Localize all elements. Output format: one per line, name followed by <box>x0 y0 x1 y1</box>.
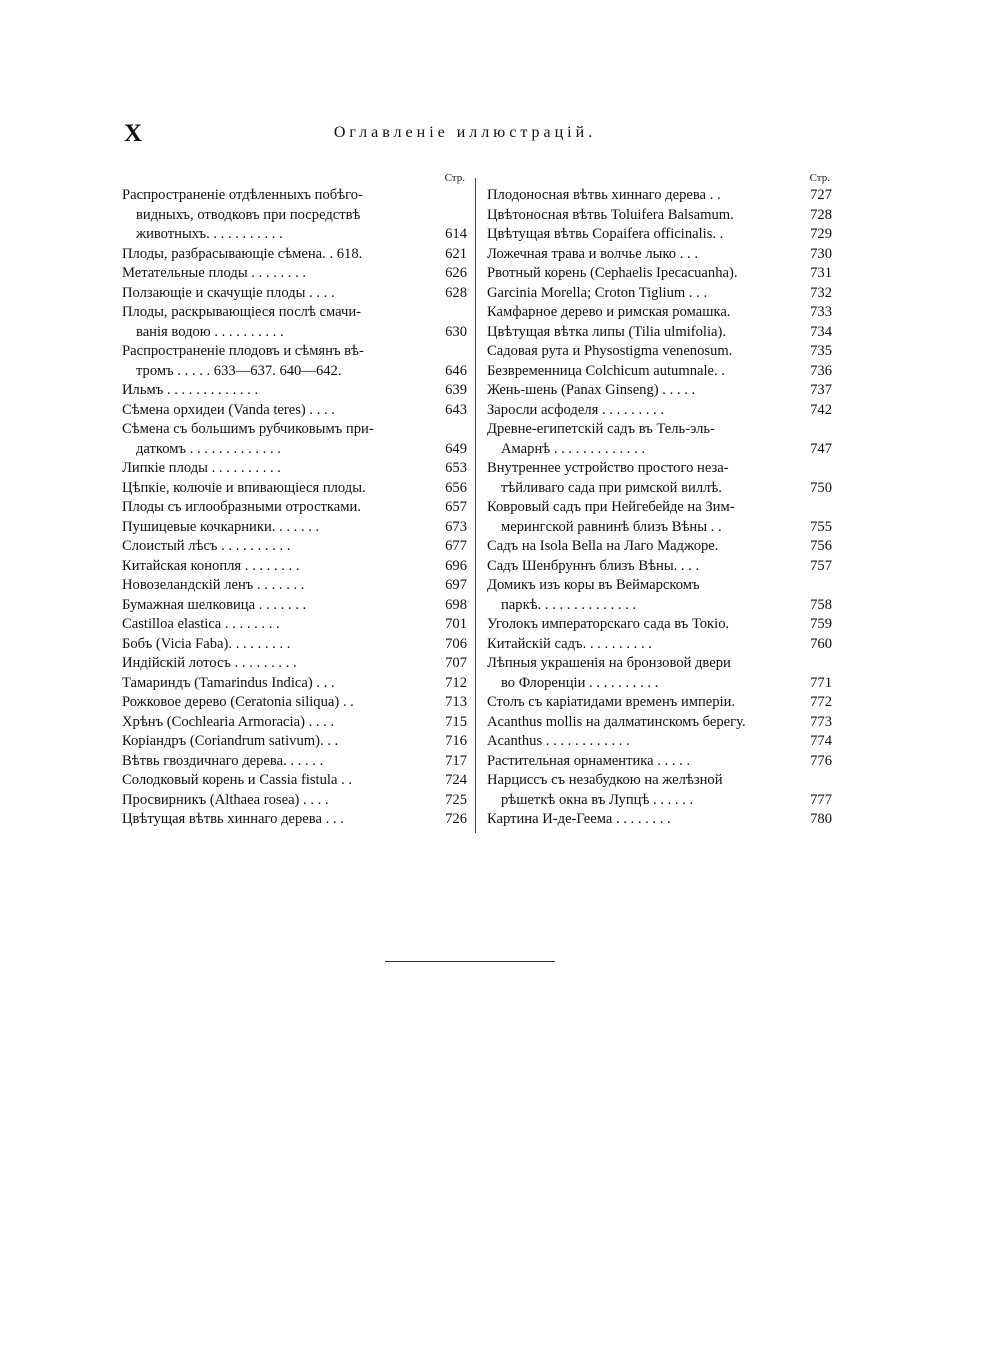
toc-entry-page: 735 <box>810 343 832 359</box>
toc-entry-label <box>122 498 423 518</box>
toc-entry-page: 742 <box>810 401 832 418</box>
toc-entry-label <box>487 498 788 537</box>
toc-entry-page: 756 <box>810 538 832 554</box>
toc-entry-line: Ковровый садъ при Нейгебейде на Зим- <box>487 499 735 515</box>
toc-entry-line: Castilloa elastica . . . . . . . . <box>122 616 280 632</box>
toc-entry-page: 747 <box>810 440 832 457</box>
toc-entry-label <box>122 791 423 811</box>
toc-entry-page: 777 <box>810 791 832 808</box>
toc-entry-page: 715 <box>445 713 467 730</box>
toc-entry-line: Ильмъ . . . . . . . . . . . . . <box>122 382 259 398</box>
toc-entry <box>122 518 467 538</box>
toc-entry-line: Лѣпныя украшенія на бронзовой двери <box>487 655 731 671</box>
toc-entry-line: Слоистый лѣсъ . . . . . . . . . . <box>122 538 291 554</box>
toc-entry-page: 646 <box>445 362 467 379</box>
toc-entry-page: 707 <box>445 655 467 671</box>
toc-list-left <box>122 186 467 830</box>
toc-entry-label <box>122 518 423 538</box>
toc-entry-line: Нарциссъ съ незабудкою на желѣзной <box>487 772 723 788</box>
toc-entry-label <box>487 771 788 810</box>
toc-entry-line: Acanthus mollis на далматинскомъ берегу. <box>487 713 746 730</box>
toc-entry <box>487 186 832 206</box>
toc-entry-label <box>487 284 788 304</box>
toc-entry-label <box>487 401 788 421</box>
toc-entry-page: 760 <box>810 635 832 652</box>
toc-entry <box>122 284 467 304</box>
toc-entry-page: 727 <box>810 187 832 203</box>
toc-entry-line: Цвѣтоносная вѣтвь Toluifera Balsamum. <box>487 206 734 223</box>
toc-entry-line: паркѣ. . . . . . . . . . . . . . <box>501 596 637 613</box>
toc-entry-line: Ползающіе и скачущіе плоды . . . . <box>122 284 335 301</box>
toc-entry <box>122 537 467 557</box>
toc-entry-page: 717 <box>445 752 467 769</box>
toc-entry <box>122 791 467 811</box>
toc-entry-line: мерингской равнинѣ близъ Вѣны . . <box>501 518 722 535</box>
toc-entry-label <box>122 713 423 733</box>
toc-entry-label <box>122 752 423 772</box>
toc-entry <box>122 264 467 284</box>
toc-entry <box>122 186 467 245</box>
toc-entry-label <box>487 420 788 459</box>
toc-entry-page: 731 <box>810 265 832 281</box>
toc-entry-line: Уголокъ императорскаго сада въ Токіо. <box>487 616 730 632</box>
toc-entry-line: во Флоренціи . . . . . . . . . . <box>501 674 659 691</box>
toc-entry-label <box>122 284 423 304</box>
toc-entry-page: 736 <box>810 362 832 379</box>
toc-entry-page: 712 <box>445 674 467 691</box>
toc-entry-page: 759 <box>810 616 832 632</box>
toc-entry-line: Пушицевые кочкарники. . . . . . . <box>122 518 320 535</box>
toc-entry-page: 734 <box>810 323 832 340</box>
toc-entry-line: Солодковый корень и Cassia fistula . . <box>122 772 353 788</box>
toc-entry-line: Плоды, разбрасывающіе сѣмена. . 618. <box>122 245 363 262</box>
toc-entry <box>122 615 467 635</box>
toc-entry-page: 733 <box>810 304 832 320</box>
toc-entry <box>487 323 832 343</box>
toc-entry-page: 758 <box>810 596 832 613</box>
toc-column-right <box>487 170 832 830</box>
toc-entry-line: Древне-египетскій садъ въ Тель-эль- <box>487 421 715 437</box>
toc-entry-line: Коріандръ (Coriandrum sativum). . . <box>122 733 339 749</box>
toc-entry <box>122 771 467 791</box>
toc-entry-label <box>122 401 423 421</box>
toc-entry-line: Жень-шень (Panax Ginseng) . . . . . <box>487 382 696 398</box>
toc-entry-line: тѣйливаго сада при римской виллѣ. <box>501 479 722 496</box>
toc-entry-line: Плоды съ иглообразными отростками. <box>122 499 361 515</box>
toc-entry <box>487 206 832 226</box>
column-header-right: Стр. <box>809 172 830 184</box>
toc-entry <box>487 401 832 421</box>
toc-entry <box>487 576 832 615</box>
toc-entry-page: 653 <box>445 460 467 476</box>
toc-entry-page: 774 <box>810 733 832 749</box>
toc-entry <box>487 381 832 401</box>
toc-entry-label <box>487 732 788 752</box>
toc-entry-label <box>122 810 423 830</box>
toc-entry-label <box>122 596 423 616</box>
toc-entry <box>487 810 832 830</box>
toc-entry <box>487 225 832 245</box>
toc-entry <box>487 362 832 382</box>
toc-entry-line: Распространеніе плодовъ и сѣмянъ вѣ- <box>122 343 364 359</box>
toc-entry-page: 780 <box>810 811 832 827</box>
page-number-roman: X <box>124 120 144 147</box>
toc-entry-line: Китайскій садъ. . . . . . . . . . <box>487 635 652 652</box>
toc-entry <box>122 693 467 713</box>
toc-entry-label <box>487 186 788 206</box>
toc-entry-page: 697 <box>445 577 467 593</box>
toc-entry-label <box>487 459 788 498</box>
toc-entry-line: Домикъ изъ коры въ Веймарскомъ <box>487 577 700 593</box>
toc-entry-line: Метательные плоды . . . . . . . . <box>122 265 307 281</box>
toc-entry-label <box>122 693 423 713</box>
toc-list-right <box>487 186 832 830</box>
toc-entry-line: Тамариндъ (Tamarindus Indica) . . . <box>122 674 335 691</box>
toc-entry-line: Распространеніе отдѣленныхъ побѣго- <box>122 187 363 203</box>
toc-entry-label <box>122 245 423 265</box>
toc-entry-line: Хрѣнъ (Cochlearia Armoracia) . . . . <box>122 713 335 730</box>
toc-entry-label <box>487 810 788 830</box>
toc-entry <box>122 752 467 772</box>
toc-entry <box>122 381 467 401</box>
toc-entry-line: Garcinia Morella; Croton Tiglium . . . <box>487 284 708 301</box>
toc-entry <box>487 420 832 459</box>
toc-entry <box>122 303 467 342</box>
column-divider <box>475 178 476 833</box>
toc-entry-label <box>122 420 423 459</box>
toc-entry-label <box>487 342 788 362</box>
toc-entry-line: Ложечная трава и волчье лыко . . . <box>487 245 698 262</box>
toc-entry-line: Acanthus . . . . . . . . . . . . <box>487 733 630 749</box>
toc-entry-line: Цѣпкіе, колючіе и впивающіеся плоды. <box>122 479 366 496</box>
toc-entry <box>122 401 467 421</box>
toc-entry <box>487 752 832 772</box>
toc-entry-label <box>122 342 423 381</box>
toc-entry-page: 656 <box>445 479 467 496</box>
toc-entry-page: 772 <box>810 694 832 710</box>
toc-entry-label <box>122 732 423 752</box>
toc-entry-label <box>487 537 788 557</box>
toc-entry-line: тромъ . . . . . 633—637. 640—642. <box>136 362 342 379</box>
toc-entry-label <box>487 381 788 401</box>
toc-entry-label <box>122 303 423 342</box>
toc-entry-line: Плоды, раскрывающіеся послѣ смачи- <box>122 304 362 320</box>
toc-entry-label <box>122 381 423 401</box>
toc-entry-line: Рвотный корень (Cephaelis Ipecacuanha). <box>487 265 738 281</box>
toc-entry <box>487 264 832 284</box>
toc-entry <box>122 498 467 518</box>
toc-entry <box>122 342 467 381</box>
toc-entry-line: Заросли асфоделя . . . . . . . . . <box>487 401 664 418</box>
toc-entry <box>122 635 467 655</box>
toc-entry-line: Амарнѣ . . . . . . . . . . . . . <box>501 440 646 457</box>
toc-entry-line: Просвирникъ (Althaea rosea) . . . . <box>122 791 329 808</box>
toc-entry <box>487 342 832 362</box>
toc-entry-line: Вѣтвь гвоздичнаго дерева. . . . . . <box>122 752 324 769</box>
toc-entry-label <box>487 635 788 655</box>
toc-entry-line: Садъ Шенбруннъ близъ Вѣны. . . . <box>487 557 700 574</box>
toc-entry-page: 726 <box>445 811 467 827</box>
toc-entry-line: Растительная орнаментика . . . . . <box>487 752 691 769</box>
toc-entry <box>487 615 832 635</box>
toc-entry-line: Цвѣтущая вѣтвь Copaifera officinalis. . <box>487 226 724 242</box>
toc-entry-line: Цвѣтущая вѣтвь хиннаго дерева . . . <box>122 811 344 827</box>
toc-entry-page: 639 <box>445 382 467 398</box>
toc-entry-page: 716 <box>445 733 467 749</box>
toc-entry <box>122 674 467 694</box>
toc-entry-label <box>487 323 788 343</box>
toc-entry-label <box>122 674 423 694</box>
toc-entry-label <box>487 303 788 323</box>
toc-entry-page: 713 <box>445 694 467 710</box>
toc-entry-line: Китайская конопля . . . . . . . . <box>122 557 300 574</box>
toc-entry-page: 630 <box>445 323 467 340</box>
toc-entry-page: 643 <box>445 401 467 418</box>
toc-entry-line: Рожковое дерево (Ceratonia siliqua) . . <box>122 694 354 710</box>
toc-entry-label <box>122 576 423 596</box>
toc-entry-page: 729 <box>810 226 832 242</box>
toc-entry-line: ванія водою . . . . . . . . . . <box>136 323 284 340</box>
toc-entry-label <box>487 752 788 772</box>
toc-entry-page: 626 <box>445 265 467 281</box>
toc-entry-label <box>487 713 788 733</box>
toc-entry-page: 773 <box>810 713 832 730</box>
toc-entry-page: 737 <box>810 382 832 398</box>
end-rule <box>385 961 555 962</box>
toc-entry <box>122 810 467 830</box>
toc-entry-label <box>122 557 423 577</box>
toc-entry-page: 696 <box>445 557 467 574</box>
toc-entry <box>487 693 832 713</box>
toc-entry-line: даткомъ . . . . . . . . . . . . . <box>136 440 281 457</box>
toc-entry <box>122 713 467 733</box>
toc-entry-page: 621 <box>445 245 467 262</box>
toc-entry-page: 776 <box>810 752 832 769</box>
toc-entry-label <box>487 557 788 577</box>
toc-entry-page: 732 <box>810 284 832 301</box>
toc-entry-page: 771 <box>810 674 832 691</box>
toc-entry-label <box>122 479 423 499</box>
toc-entry-line: Садъ на Isola Bella на Лаго Маджоре. <box>487 538 719 554</box>
toc-entry-line: Липкіе плоды . . . . . . . . . . <box>122 460 281 476</box>
toc-entry-line: Сѣмена орхидеи (Vanda teres) . . . . <box>122 401 335 418</box>
toc-entry-label <box>487 245 788 265</box>
page-title: Оглавленіе иллюстрацій. <box>333 124 597 141</box>
toc-entry-page: 750 <box>810 479 832 496</box>
toc-entry <box>487 459 832 498</box>
toc-entry-page: 657 <box>445 499 467 515</box>
toc-entry <box>487 732 832 752</box>
toc-entry-line: животныхъ. . . . . . . . . . . <box>136 226 283 242</box>
toc-entry-label <box>487 615 788 635</box>
toc-entry-line: Плодоносная вѣтвь хиннаго дерева . . <box>487 187 721 203</box>
toc-entry-line: видныхъ, отводковъ при посредствѣ <box>136 206 361 223</box>
toc-entry-label <box>122 537 423 557</box>
toc-entry-page: 673 <box>445 518 467 535</box>
toc-entry <box>122 732 467 752</box>
toc-entry-label <box>487 225 788 245</box>
toc-entry-label <box>487 654 788 693</box>
toc-entry-line: Бобъ (Vicia Faba). . . . . . . . . <box>122 635 291 652</box>
toc-entry-label <box>122 654 423 674</box>
toc-entry <box>487 303 832 323</box>
toc-entry-label <box>122 186 423 245</box>
toc-entry-label <box>487 362 788 382</box>
toc-entry-page: 698 <box>445 596 467 613</box>
toc-entry-page: 649 <box>445 440 467 457</box>
toc-entry-line: Внутреннее устройство простого неза- <box>487 460 729 476</box>
toc-entry <box>122 245 467 265</box>
toc-entry-line: Картина И-де-Геема . . . . . . . . <box>487 811 671 827</box>
toc-entry-page: 706 <box>445 635 467 652</box>
toc-column-left <box>122 170 467 830</box>
toc-entry-line: Новозеландскій ленъ . . . . . . . <box>122 577 305 593</box>
toc-entry-page: 628 <box>445 284 467 301</box>
toc-entry-label <box>122 615 423 635</box>
toc-entry-page: 724 <box>445 772 467 788</box>
toc-entry <box>122 557 467 577</box>
toc-entry-page: 725 <box>445 791 467 808</box>
toc-entry <box>487 537 832 557</box>
toc-entry-label <box>487 576 788 615</box>
toc-entry-line: Столъ съ каріатидами временъ имперіи. <box>487 694 736 710</box>
toc-entry <box>122 459 467 479</box>
toc-entry-page: 677 <box>445 538 467 554</box>
toc-entry-line: Индійскій лотосъ . . . . . . . . . <box>122 655 297 671</box>
toc-entry <box>122 576 467 596</box>
toc-entry-label <box>487 264 788 284</box>
toc-entry-line: Безвременница Colchicum autumnale. . <box>487 362 725 379</box>
toc-entry-line: Камфарное дерево и римская ромашка. <box>487 304 731 320</box>
toc-entry-page: 755 <box>810 518 832 535</box>
toc-entry-label <box>122 459 423 479</box>
toc-entry-label <box>122 635 423 655</box>
toc-entry-label <box>487 693 788 713</box>
toc-entry-line: Цвѣтущая вѣтка липы (Tilia ulmifolia). <box>487 323 727 340</box>
toc-entry-page: 728 <box>810 206 832 223</box>
toc-entry <box>487 713 832 733</box>
toc-entry <box>487 498 832 537</box>
toc-entry <box>122 596 467 616</box>
toc-entry-line: рѣшеткѣ окна въ Лупцѣ . . . . . . <box>501 791 694 808</box>
toc-entry <box>487 654 832 693</box>
toc-entry-line: Садовая рута и Physostigma venenosum. <box>487 343 733 359</box>
toc-entry <box>487 771 832 810</box>
toc-entry-label <box>487 206 788 226</box>
toc-entry-label <box>122 264 423 284</box>
toc-entry-line: Бумажная шелковица . . . . . . . <box>122 596 307 613</box>
toc-entry-page: 614 <box>445 226 467 242</box>
toc-entry-line: Сѣмена съ большимъ рубчиковымъ при- <box>122 421 374 437</box>
toc-entry <box>122 654 467 674</box>
toc-entry <box>487 245 832 265</box>
toc-entry <box>122 420 467 459</box>
toc-entry-page: 730 <box>810 245 832 262</box>
column-header-left: Стр. <box>444 172 465 184</box>
toc-entry <box>487 635 832 655</box>
toc-entry-page: 701 <box>445 616 467 632</box>
toc-entry-label <box>122 771 423 791</box>
toc-entry-page: 757 <box>810 557 832 574</box>
toc-entry <box>487 284 832 304</box>
toc-entry <box>122 479 467 499</box>
toc-entry <box>487 557 832 577</box>
